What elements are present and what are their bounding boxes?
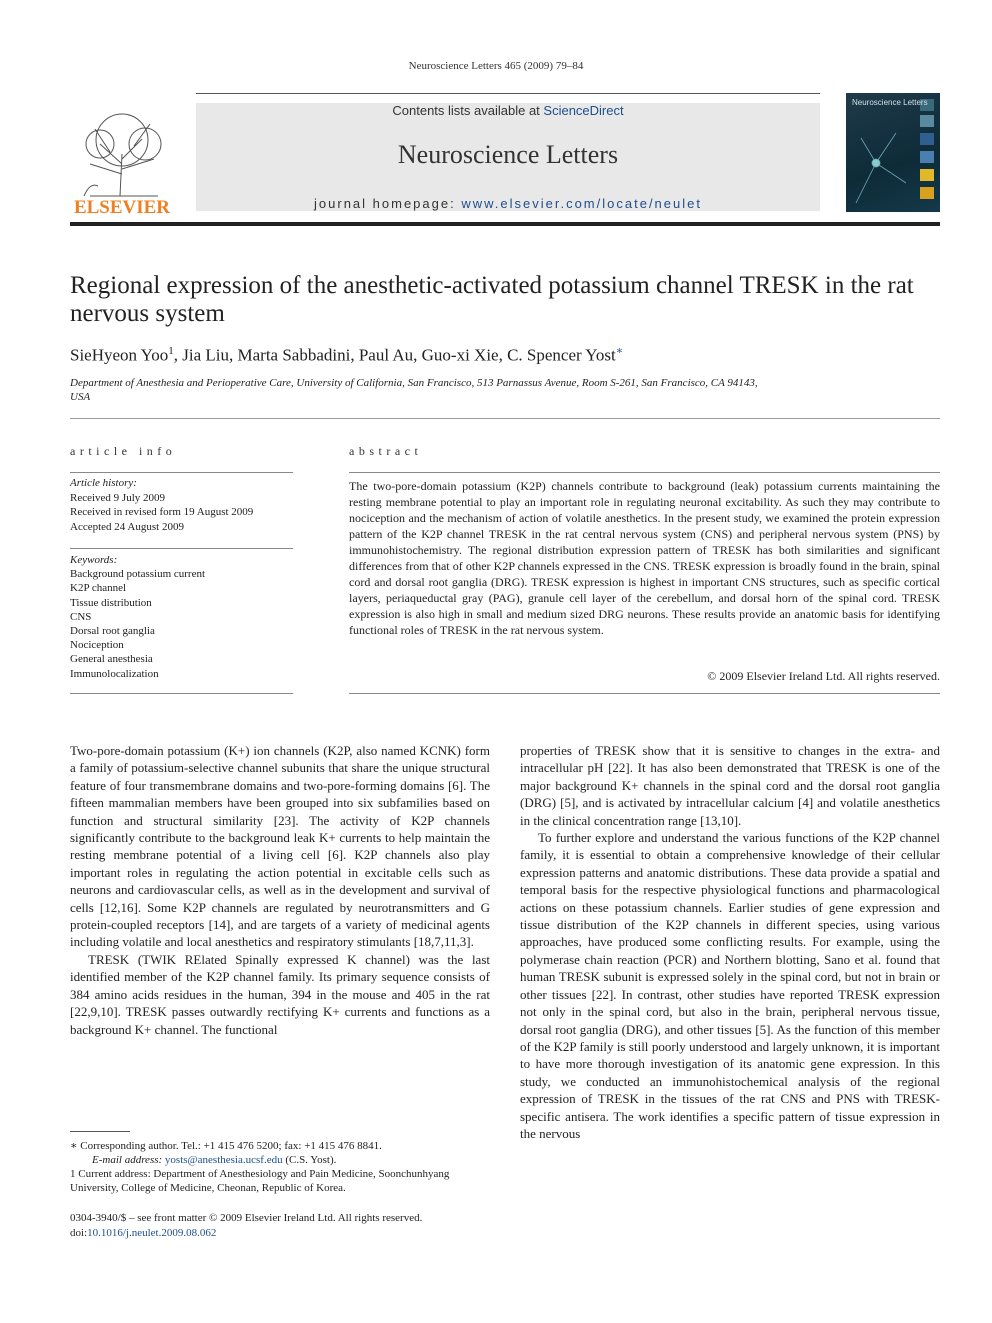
abstract-rule <box>349 693 940 694</box>
issn-line: 0304-3940/$ – see front matter © 2009 Elsevier Ireland Ltd. All rights reserved. <box>70 1212 423 1224</box>
author-list <box>70 344 940 366</box>
keywords <box>70 553 293 681</box>
publisher-wordmark: ELSEVIER <box>73 197 171 218</box>
keyword: Tissue distribution <box>70 596 152 609</box>
history-revised: Received in revised form 19 August 2009 <box>70 506 254 518</box>
footnote-rule <box>70 1131 130 1132</box>
keyword: CNS <box>70 610 92 623</box>
email-link[interactable]: yosts@anesthesia.ucsf.edu <box>164 1154 283 1166</box>
doi-link[interactable]: 10.1016/j.neulet.2009.08.062 <box>87 1227 217 1239</box>
corresponding-author-mark[interactable]: ∗ <box>615 345 624 357</box>
sciencedirect-link[interactable]: ScienceDirect <box>543 103 624 118</box>
article-history <box>70 476 293 534</box>
author-footnote-mark: 1 <box>168 345 174 357</box>
abstract-copyright: © 2009 Elsevier Ireland Ltd. All rights reserved. <box>707 669 940 683</box>
journal-name: Neuroscience Letters <box>397 140 619 169</box>
keywords-label: Keywords: <box>70 554 118 566</box>
info-rule <box>70 472 293 473</box>
body-paragraph: TRESK (TWIK RElated Spinally expressed K channel) was the last identified member of the K2P channel family. Its primary sequence consists of 384 amino acids residues in the human, 394 in the mouse and 405 in the rat [22,9,10]. TRESK passes outwardly rectifying K+ currents and functions as a background K+ channel. The functional <box>70 951 490 1037</box>
author-rest: , Jia Liu, Marta Sabbadini, Paul Au, Guo-xi Xie, C. Spencer Yost <box>173 345 616 365</box>
author-first: SieHyeon Yoo <box>70 345 169 365</box>
header-divider <box>70 222 940 226</box>
homepage-link[interactable]: www.elsevier.com/locate/neulet <box>461 196 702 211</box>
current-address-footnote: 1 Current address: Department of Anesthesiology and Pain Medicine, Soonchunhyang University, College of Medicine, Cheonan, Republic of Korea. <box>70 1168 450 1194</box>
abstract-text: The two-pore-domain potassium (K2P) channels contribute to background (leak) potassium currents maintaining the resting membrane potential to play an important role in regulating neuronal excitability. As such they may contribute to nociception and the mechanism of action of volatile anesthetics. In the present study, we examined the protein expression pattern of the K2P channel TRESK in the rat central nervous system (CNS) and peripheral nervous system (PNS) by immunohistochemistry. The regional distribution expression pattern of TRESK has both similarities and significant differences from that of other K2P channels expressed in the CNS. TRESK expression is broadly found in the brain, spinal cord and dorsal root ganglia (DRG). TRESK expression is highest in important CNS structures, such as specific cortical layers, periaqueductal gray (PAG), granule cell layer of the cerebellum, and dorsal horn of the spinal cord. TRESK expression is also high in small and medium sized DRG neurons. These results provide an anatomic basis for identifying functional roles of TRESK in the rat nervous system. <box>349 479 940 637</box>
keyword: K2P channel <box>70 582 127 595</box>
corresponding-footnote: ∗ Corresponding author. Tel.: +1 415 476 5200; fax: +1 415 476 8841. <box>70 1140 382 1152</box>
contents-line <box>196 103 820 118</box>
contents-prefix: Contents lists available at <box>392 103 544 118</box>
history-received: Received 9 July 2009 <box>70 491 166 504</box>
body-column-left <box>70 742 490 1038</box>
footnotes <box>70 1139 490 1195</box>
keyword: Nociception <box>70 639 124 652</box>
abstract-rule <box>349 472 940 473</box>
issn-doi <box>70 1211 490 1241</box>
body-paragraph: properties of TRESK show that it is sensitive to changes in the extra- and intracellular pH [22]. It has also been demonstrated that TRESK is one of the major background K+ channels in the spinal cord and the dorsal root ganglia (DRG) [5], and is activated by intracellular calcium [4] and volatile anesthetics in the clinical concentration range [13,10]. <box>520 743 940 828</box>
homepage-prefix: journal homepage: <box>314 196 462 211</box>
journal-homepage <box>196 196 820 211</box>
journal-cover-image <box>846 93 940 212</box>
cover-title: Neuroscience Letters <box>852 98 928 107</box>
history-accepted: Accepted 24 August 2009 <box>70 520 184 533</box>
email-suffix: (C.S. Yost). <box>282 1154 337 1166</box>
info-rule <box>70 693 293 694</box>
body-paragraph: To further explore and understand the various functions of the K2P channel family, it is essential to obtain a comprehensive knowledge of their cellular expression patterns and anatomic distributions. These data provide a spatial and temporal basis for the respective physiological functions and pharmacological actions on these potassium channels. Earlier studies of gene expression and tissue distribution of the K2P channels in different species, using various approaches, have produced some conflicting results. For example, using the polymerase chain reaction (PCR) and Northern blotting, Sano et al. found that human TRESK subunit is expressed solely in the spinal cord, but not in brain or other tissues [22]. In contrast, other studies have reported TRESK expression not only in the spinal cord, but also in the brain, peripheral nervous tissue, dorsal root ganglia (DRG), and other tissues [5]. As the function of this member of the K2P family is still poorly understood and largely unknown, it is important to have more thorough investigation of its anatomic gene expression. In this study, we conducted an immunohistochemical analysis of the regional expression of TRESK in the tissues of the rat CNS and PNS with TRESK-specific antisera. The work identifies a specific pattern of tissue expression in the nervous <box>520 830 940 1141</box>
keyword: Dorsal root ganglia <box>70 625 155 638</box>
cover-artwork-icon <box>846 93 940 212</box>
email-label: E-mail address: <box>92 1154 165 1166</box>
article-info-heading: article info <box>70 444 177 458</box>
info-rule <box>70 548 293 549</box>
abstract-heading: abstract <box>349 444 423 458</box>
keyword: Background potassium current <box>70 568 206 581</box>
journal-citation: Neuroscience Letters 465 (2009) 79–84 <box>408 60 584 72</box>
history-label: Article history: <box>70 477 137 489</box>
affiliation-rule <box>70 418 940 419</box>
body-column-right <box>520 742 940 1142</box>
keyword: Immunolocalization <box>70 667 159 680</box>
header-rule <box>196 93 820 94</box>
article-title: Regional expression of the anesthetic-activated potassium channel TRESK in the rat nervous system <box>70 272 914 327</box>
body-paragraph: Two-pore-domain potassium (K+) ion channels (K2P, also named KCNK) form a family of potassium-selective channel subunits that share the unique structural feature of four transmembrane domains and two-pore-forming domains [6]. The fifteen mammalian members have been grouped into six subfamilies based on function and structural similarity [23]. The activity of K2P channels significantly contribute to the background leak K+ currents to help maintain the resting membrane potential of a living cell [6]. K2P channels also play important roles in regulating the action potential in excitable cells such as neurons and cardiovascular cells, as well as in the development and survival of cells [12,16]. Some K2P channels are regulated by neurotransmitters and G protein-coupled receptors [14], and are targets of a variety of medicinal agents including volatile and local anesthetics and respiratory stimulants [18,7,11,3]. <box>70 743 490 950</box>
doi-label: doi: <box>70 1227 88 1239</box>
keyword: General anesthesia <box>70 653 153 666</box>
affiliation: Department of Anesthesia and Perioperative Care, University of California, San Francisco, 513 Parnassus Avenue, Room S-261, San Francisco, CA 94143, USA <box>70 377 758 403</box>
